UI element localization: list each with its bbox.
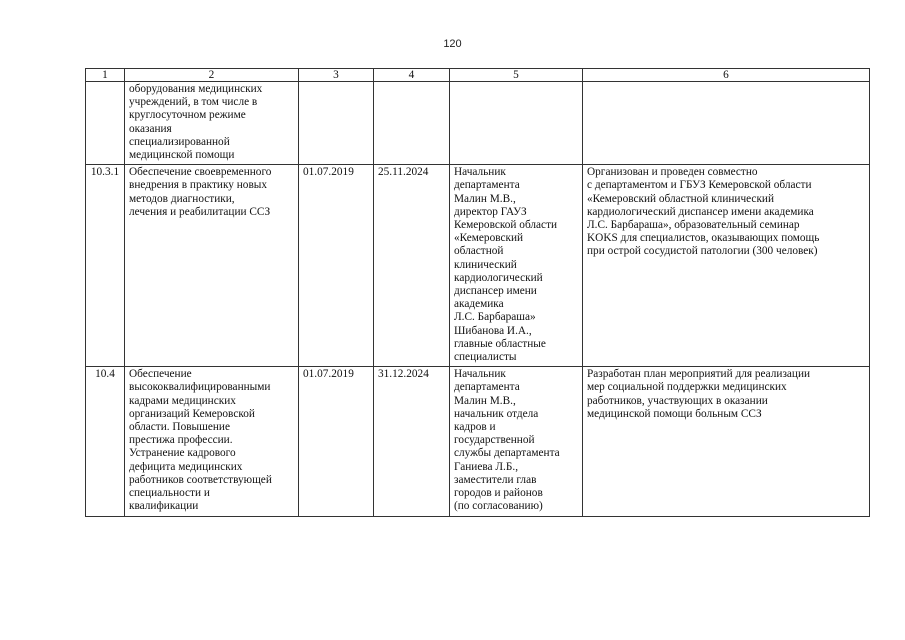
responsible: Начальник департамента Малин М.В., директор ГАУЗ Кемеровской области «Кемеровский областной клинический кардиологический диспансер имени академика Л.С. Барбараша» Шибанова И.А., главные областные специалисты xyxy=(450,165,583,367)
col-header-1: 1 xyxy=(86,69,125,82)
start-date xyxy=(299,82,374,165)
col-header-6: 6 xyxy=(583,69,870,82)
item-number: 10.4 xyxy=(86,367,125,516)
end-date: 25.11.2024 xyxy=(374,165,450,367)
table-row xyxy=(86,165,870,367)
page-number: 120 xyxy=(443,38,462,50)
table-row xyxy=(86,82,870,165)
col-header-4: 4 xyxy=(374,69,450,82)
col-header-5: 5 xyxy=(450,69,583,82)
end-date: 31.12.2024 xyxy=(374,367,450,516)
task-description: оборудования медицинских учреждений, в том числе в круглосуточном режиме оказания специализированной медицинской помощи xyxy=(125,82,299,165)
header-row xyxy=(86,69,870,82)
result: Разработан план мероприятий для реализации мер социальной поддержки медицинских работников, участвующих в оказании медицинской помощи больным ССЗ xyxy=(583,367,870,516)
task-description: Обеспечение своевременного внедрения в практику новых методов диагностики, лечения и реабилитации ССЗ xyxy=(125,165,299,367)
result: Организован и проведен совместно с департаментом и ГБУЗ Кемеровской области «Кемеровский областной клинический кардиологический диспансер имени академика Л.С. Барбараша», образовательный семинар KOKS для специалистов, оказывающих помощь при острой сосудистой патологии (300 человек) xyxy=(583,165,870,367)
item-number: 10.3.1 xyxy=(86,165,125,367)
task-description: Обеспечение высококвалифицированными кадрами медицинских организаций Кемеровской области. Повышение престижа профессии. Устранение кадрового дефицита медицинских работников соответствующей специальности и квалификации xyxy=(125,367,299,516)
plan-table xyxy=(85,68,870,517)
start-date: 01.07.2019 xyxy=(299,367,374,516)
table-row xyxy=(86,367,870,516)
item-number xyxy=(86,82,125,165)
col-header-3: 3 xyxy=(299,69,374,82)
col-header-2: 2 xyxy=(125,69,299,82)
end-date xyxy=(374,82,450,165)
responsible: Начальник департамента Малин М.В., начальник отдела кадров и государственной службы департамента Ганиева Л.Б., заместители глав городов и районов (по согласованию) xyxy=(450,367,583,516)
responsible xyxy=(450,82,583,165)
start-date: 01.07.2019 xyxy=(299,165,374,367)
result xyxy=(583,82,870,165)
